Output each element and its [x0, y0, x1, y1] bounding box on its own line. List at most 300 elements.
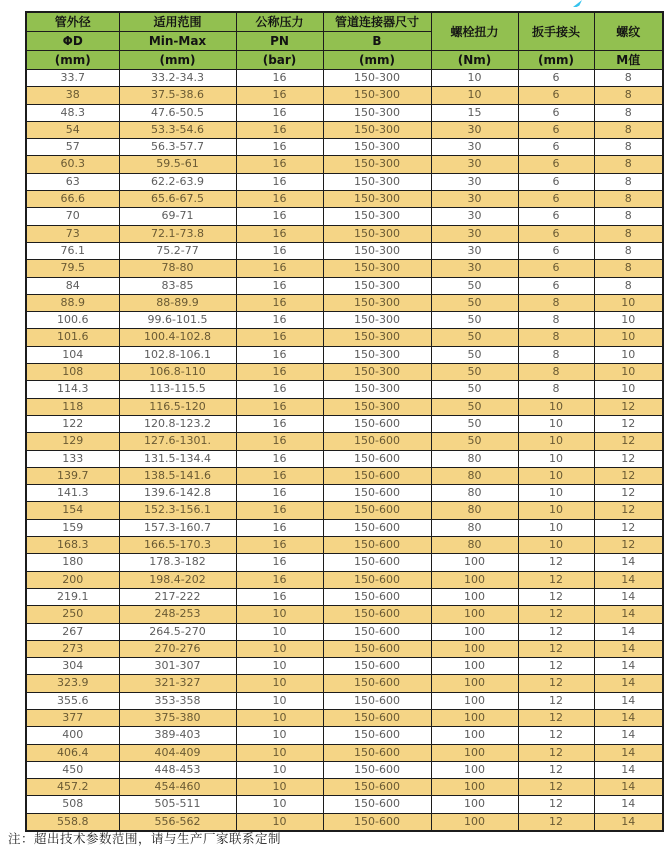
table-cell: 100	[431, 571, 518, 588]
table-cell: 8	[594, 70, 663, 87]
table-cell: 14	[594, 588, 663, 605]
table-cell: 10	[518, 485, 594, 502]
table-cell: 250	[26, 606, 119, 623]
table-row	[26, 623, 663, 640]
table-row	[26, 329, 663, 346]
table-cell: 16	[236, 277, 323, 294]
table-row	[26, 727, 663, 744]
table-cell: 273	[26, 640, 119, 657]
table-cell: 12	[518, 640, 594, 657]
table-cell: 8	[594, 173, 663, 190]
col-header-wrench-joint: 扳手接头	[518, 12, 594, 51]
table-cell: 355.6	[26, 692, 119, 709]
table-cell: 159	[26, 519, 119, 536]
table-cell: 10	[594, 346, 663, 363]
table-cell: 8	[594, 225, 663, 242]
table-row	[26, 277, 663, 294]
table-cell: 14	[594, 571, 663, 588]
table-row	[26, 502, 663, 519]
table-cell: 150-600	[323, 761, 431, 778]
table-row	[26, 225, 663, 242]
table-cell: 248-253	[119, 606, 236, 623]
table-cell: 30	[431, 121, 518, 138]
table-cell: 16	[236, 381, 323, 398]
table-cell: 168.3	[26, 537, 119, 554]
table-row	[26, 658, 663, 675]
col-unit-m-value: M值	[594, 51, 663, 70]
table-cell: 150-600	[323, 658, 431, 675]
table-cell: 80	[431, 537, 518, 554]
table-row	[26, 692, 663, 709]
table-cell: 10	[518, 467, 594, 484]
table-cell: 8	[594, 104, 663, 121]
table-cell: 150-600	[323, 779, 431, 796]
table-row	[26, 173, 663, 190]
table-cell: 12	[518, 744, 594, 761]
table-cell: 6	[518, 277, 594, 294]
table-cell: 12	[594, 485, 663, 502]
table-cell: 12	[518, 675, 594, 692]
table-cell: 50	[431, 329, 518, 346]
table-cell: 150-600	[323, 485, 431, 502]
table-row	[26, 537, 663, 554]
table-cell: 16	[236, 329, 323, 346]
table-cell: 304	[26, 658, 119, 675]
table-cell: 14	[594, 761, 663, 778]
table-row	[26, 779, 663, 796]
table-cell: 389-403	[119, 727, 236, 744]
table-cell: 102.8-106.1	[119, 346, 236, 363]
table-cell: 10	[236, 709, 323, 726]
table-cell: 12	[518, 813, 594, 831]
table-cell: 80	[431, 485, 518, 502]
table-cell: 10	[518, 537, 594, 554]
table-cell: 150-300	[323, 225, 431, 242]
table-cell: 12	[518, 709, 594, 726]
table-row	[26, 139, 663, 156]
table-cell: 150-600	[323, 433, 431, 450]
table-cell: 8	[518, 381, 594, 398]
table-cell: 166.5-170.3	[119, 537, 236, 554]
table-row	[26, 571, 663, 588]
table-cell: 200	[26, 571, 119, 588]
table-cell: 10	[236, 761, 323, 778]
table-cell: 108	[26, 364, 119, 381]
table-cell: 114.3	[26, 381, 119, 398]
table-cell: 10	[236, 606, 323, 623]
table-cell: 76.1	[26, 242, 119, 259]
table-cell: 8	[518, 346, 594, 363]
table-row	[26, 70, 663, 87]
table-row	[26, 156, 663, 173]
table-cell: 264.5-270	[119, 623, 236, 640]
table-cell: 88-89.9	[119, 294, 236, 311]
col-header-nominal-pressure: 公称压力	[236, 12, 323, 32]
table-cell: 16	[236, 312, 323, 329]
table-cell: 16	[236, 156, 323, 173]
table-cell: 80	[431, 502, 518, 519]
table-cell: 50	[431, 312, 518, 329]
table-cell: 16	[236, 173, 323, 190]
table-cell: 8	[594, 191, 663, 208]
table-cell: 100	[431, 796, 518, 813]
table-cell: 47.6-50.5	[119, 104, 236, 121]
table-cell: 80	[431, 467, 518, 484]
table-cell: 100	[431, 623, 518, 640]
table-cell: 157.3-160.7	[119, 519, 236, 536]
table-cell: 150-600	[323, 588, 431, 605]
table-cell: 8	[518, 312, 594, 329]
table-cell: 14	[594, 796, 663, 813]
table-row	[26, 519, 663, 536]
col-header-applicable-range: 适用范围	[119, 12, 236, 32]
table-cell: 16	[236, 364, 323, 381]
table-cell: 69-71	[119, 208, 236, 225]
table-row	[26, 744, 663, 761]
table-cell: 14	[594, 606, 663, 623]
table-cell: 6	[518, 260, 594, 277]
table-row	[26, 450, 663, 467]
table-row	[26, 312, 663, 329]
table-cell: 12	[594, 519, 663, 536]
table-cell: 100	[431, 744, 518, 761]
table-cell: 16	[236, 191, 323, 208]
table-cell: 14	[594, 658, 663, 675]
table-cell: 104	[26, 346, 119, 363]
table-cell: 12	[518, 761, 594, 778]
table-cell: 14	[594, 813, 663, 831]
table-row	[26, 485, 663, 502]
table-cell: 150-300	[323, 312, 431, 329]
table-cell: 10	[594, 381, 663, 398]
table-cell: 10	[518, 519, 594, 536]
table-cell: 80	[431, 450, 518, 467]
table-cell: 16	[236, 588, 323, 605]
table-cell: 10	[236, 623, 323, 640]
table-cell: 141.3	[26, 485, 119, 502]
table-cell: 198.4-202	[119, 571, 236, 588]
table-cell: 10	[431, 70, 518, 87]
table-cell: 150-300	[323, 70, 431, 87]
table-row	[26, 104, 663, 121]
table-cell: 150-600	[323, 744, 431, 761]
table-cell: 100	[431, 606, 518, 623]
table-cell: 16	[236, 537, 323, 554]
table-cell: 101.6	[26, 329, 119, 346]
table-cell: 10	[236, 779, 323, 796]
table-cell: 150-300	[323, 398, 431, 415]
table-cell: 12	[594, 415, 663, 432]
table-cell: 12	[518, 692, 594, 709]
table-cell: 16	[236, 450, 323, 467]
table-cell: 406.4	[26, 744, 119, 761]
table-cell: 106.8-110	[119, 364, 236, 381]
table-row	[26, 554, 663, 571]
table-cell: 12	[518, 588, 594, 605]
table-cell: 505-511	[119, 796, 236, 813]
table-cell: 16	[236, 121, 323, 138]
table-cell: 150-600	[323, 606, 431, 623]
table-row	[26, 467, 663, 484]
table-row	[26, 87, 663, 104]
col-symbol-min-max: Min-Max	[119, 32, 236, 51]
table-cell: 16	[236, 346, 323, 363]
table-row	[26, 364, 663, 381]
footer-note: 注：超出技术参数范围，请与生产厂家联系定制	[8, 831, 282, 846]
table-cell: 62.2-63.9	[119, 173, 236, 190]
table-cell: 83-85	[119, 277, 236, 294]
table-cell: 10	[518, 433, 594, 450]
table-cell: 16	[236, 225, 323, 242]
table-cell: 16	[236, 433, 323, 450]
table-cell: 219.1	[26, 588, 119, 605]
table-cell: 100	[431, 554, 518, 571]
table-cell: 150-300	[323, 121, 431, 138]
table-cell: 508	[26, 796, 119, 813]
table-cell: 100	[431, 761, 518, 778]
table-row	[26, 381, 663, 398]
table-cell: 404-409	[119, 744, 236, 761]
table-cell: 100	[431, 779, 518, 796]
table-cell: 80	[431, 519, 518, 536]
table-cell: 75.2-77	[119, 242, 236, 259]
table-cell: 178.3-182	[119, 554, 236, 571]
table-cell: 301-307	[119, 658, 236, 675]
table-cell: 12	[518, 571, 594, 588]
table-cell: 150-300	[323, 381, 431, 398]
table-cell: 16	[236, 104, 323, 121]
table-row	[26, 398, 663, 415]
table-row	[26, 294, 663, 311]
table-cell: 150-300	[323, 104, 431, 121]
table-cell: 100	[431, 813, 518, 831]
table-cell: 10	[236, 813, 323, 831]
table-cell: 16	[236, 519, 323, 536]
table-cell: 6	[518, 121, 594, 138]
table-cell: 8	[518, 294, 594, 311]
table-row	[26, 796, 663, 813]
table-cell: 16	[236, 571, 323, 588]
table-cell: 8	[594, 208, 663, 225]
table-cell: 270-276	[119, 640, 236, 657]
table-cell: 454-460	[119, 779, 236, 796]
table-cell: 450	[26, 761, 119, 778]
table-cell: 100.6	[26, 312, 119, 329]
table-cell: 12	[594, 398, 663, 415]
table-cell: 122	[26, 415, 119, 432]
table-cell: 84	[26, 277, 119, 294]
table-cell: 30	[431, 242, 518, 259]
table-cell: 15	[431, 104, 518, 121]
table-cell: 321-327	[119, 675, 236, 692]
table-cell: 12	[518, 779, 594, 796]
table-cell: 150-300	[323, 294, 431, 311]
table-cell: 8	[594, 277, 663, 294]
table-cell: 377	[26, 709, 119, 726]
table-cell: 138.5-141.6	[119, 467, 236, 484]
col-symbol-pn: PN	[236, 32, 323, 51]
pipe-spec-table	[25, 11, 664, 832]
table-cell: 323.9	[26, 675, 119, 692]
table-cell: 8	[518, 329, 594, 346]
table-cell: 8	[518, 364, 594, 381]
table-cell: 150-600	[323, 640, 431, 657]
table-row	[26, 242, 663, 259]
table-cell: 150-300	[323, 242, 431, 259]
table-cell: 10	[594, 329, 663, 346]
table-cell: 50	[431, 346, 518, 363]
table-row	[26, 121, 663, 138]
table-cell: 12	[518, 554, 594, 571]
table-cell: 6	[518, 225, 594, 242]
table-cell: 8	[594, 260, 663, 277]
table-cell: 30	[431, 191, 518, 208]
table-cell: 37.5-38.6	[119, 87, 236, 104]
table-cell: 150-600	[323, 502, 431, 519]
table-cell: 152.3-156.1	[119, 502, 236, 519]
table-cell: 150-300	[323, 191, 431, 208]
table-cell: 6	[518, 156, 594, 173]
table-cell: 6	[518, 139, 594, 156]
table-cell: 60.3	[26, 156, 119, 173]
table-cell: 70	[26, 208, 119, 225]
table-cell: 100	[431, 709, 518, 726]
col-symbol-phi-d: ΦD	[26, 32, 119, 51]
table-cell: 150-300	[323, 208, 431, 225]
table-cell: 59.5-61	[119, 156, 236, 173]
table-cell: 10	[236, 675, 323, 692]
table-cell: 12	[518, 796, 594, 813]
table-cell: 6	[518, 208, 594, 225]
table-cell: 448-453	[119, 761, 236, 778]
table-cell: 10	[518, 415, 594, 432]
table-cell: 150-600	[323, 450, 431, 467]
table-cell: 139.7	[26, 467, 119, 484]
table-cell: 8	[594, 156, 663, 173]
table-cell: 8	[594, 139, 663, 156]
table-row	[26, 588, 663, 605]
table-cell: 150-600	[323, 519, 431, 536]
table-cell: 38	[26, 87, 119, 104]
table-cell: 150-600	[323, 709, 431, 726]
table-row	[26, 606, 663, 623]
table-cell: 79.5	[26, 260, 119, 277]
table-cell: 10	[236, 640, 323, 657]
table-cell: 57	[26, 139, 119, 156]
table-row	[26, 346, 663, 363]
table-cell: 33.2-34.3	[119, 70, 236, 87]
table-cell: 353-358	[119, 692, 236, 709]
table-cell: 150-300	[323, 277, 431, 294]
table-cell: 16	[236, 554, 323, 571]
table-cell: 30	[431, 156, 518, 173]
table-cell: 150-300	[323, 87, 431, 104]
table-cell: 14	[594, 675, 663, 692]
table-cell: 100	[431, 692, 518, 709]
table-cell: 33.7	[26, 70, 119, 87]
table-row	[26, 260, 663, 277]
col-unit-nm: (Nm)	[431, 51, 518, 70]
col-unit-bar: (bar)	[236, 51, 323, 70]
table-cell: 6	[518, 191, 594, 208]
col-unit-mm-2: (mm)	[119, 51, 236, 70]
table-cell: 375-380	[119, 709, 236, 726]
table-cell: 88.9	[26, 294, 119, 311]
table-cell: 50	[431, 398, 518, 415]
table-cell: 131.5-134.4	[119, 450, 236, 467]
table-cell: 400	[26, 727, 119, 744]
table-cell: 100	[431, 727, 518, 744]
table-cell: 16	[236, 502, 323, 519]
table-cell: 99.6-101.5	[119, 312, 236, 329]
table-cell: 63	[26, 173, 119, 190]
table-cell: 50	[431, 277, 518, 294]
table-cell: 73	[26, 225, 119, 242]
table-row	[26, 415, 663, 432]
table-cell: 150-600	[323, 675, 431, 692]
table-cell: 150-600	[323, 554, 431, 571]
table-cell: 139.6-142.8	[119, 485, 236, 502]
header-row-title	[26, 12, 663, 32]
col-header-outer-diameter: 管外径	[26, 12, 119, 32]
table-cell: 8	[594, 121, 663, 138]
table-cell: 10	[236, 692, 323, 709]
table-cell: 150-600	[323, 623, 431, 640]
table-cell: 10	[236, 727, 323, 744]
table-cell: 30	[431, 225, 518, 242]
table-cell: 8	[594, 242, 663, 259]
table-cell: 133	[26, 450, 119, 467]
table-cell: 129	[26, 433, 119, 450]
table-cell: 50	[431, 433, 518, 450]
table-cell: 100.4-102.8	[119, 329, 236, 346]
col-symbol-b: B	[323, 32, 431, 51]
table-cell: 100	[431, 588, 518, 605]
table-cell: 100	[431, 675, 518, 692]
table-cell: 12	[594, 502, 663, 519]
table-cell: 12	[594, 467, 663, 484]
table-cell: 127.6-1301.	[119, 433, 236, 450]
table-cell: 50	[431, 415, 518, 432]
table-cell: 10	[236, 658, 323, 675]
table-cell: 10	[236, 796, 323, 813]
table-cell: 150-300	[323, 329, 431, 346]
header-row-unit	[26, 51, 663, 70]
table-cell: 150-300	[323, 173, 431, 190]
cursor-mark-icon	[573, 0, 582, 7]
table-cell: 16	[236, 70, 323, 87]
table-cell: 56.3-57.7	[119, 139, 236, 156]
table-cell: 150-600	[323, 571, 431, 588]
table-cell: 53.3-54.6	[119, 121, 236, 138]
table-cell: 16	[236, 242, 323, 259]
table-cell: 116.5-120	[119, 398, 236, 415]
table-cell: 267	[26, 623, 119, 640]
table-cell: 120.8-123.2	[119, 415, 236, 432]
table-cell: 50	[431, 364, 518, 381]
table-cell: 150-300	[323, 139, 431, 156]
table-cell: 72.1-73.8	[119, 225, 236, 242]
table-cell: 6	[518, 70, 594, 87]
table-cell: 6	[518, 87, 594, 104]
table-cell: 66.6	[26, 191, 119, 208]
table-cell: 14	[594, 623, 663, 640]
table-cell: 154	[26, 502, 119, 519]
table-cell: 10	[518, 502, 594, 519]
table-cell: 556-562	[119, 813, 236, 831]
col-unit-mm-3: (mm)	[323, 51, 431, 70]
table-cell: 12	[518, 727, 594, 744]
